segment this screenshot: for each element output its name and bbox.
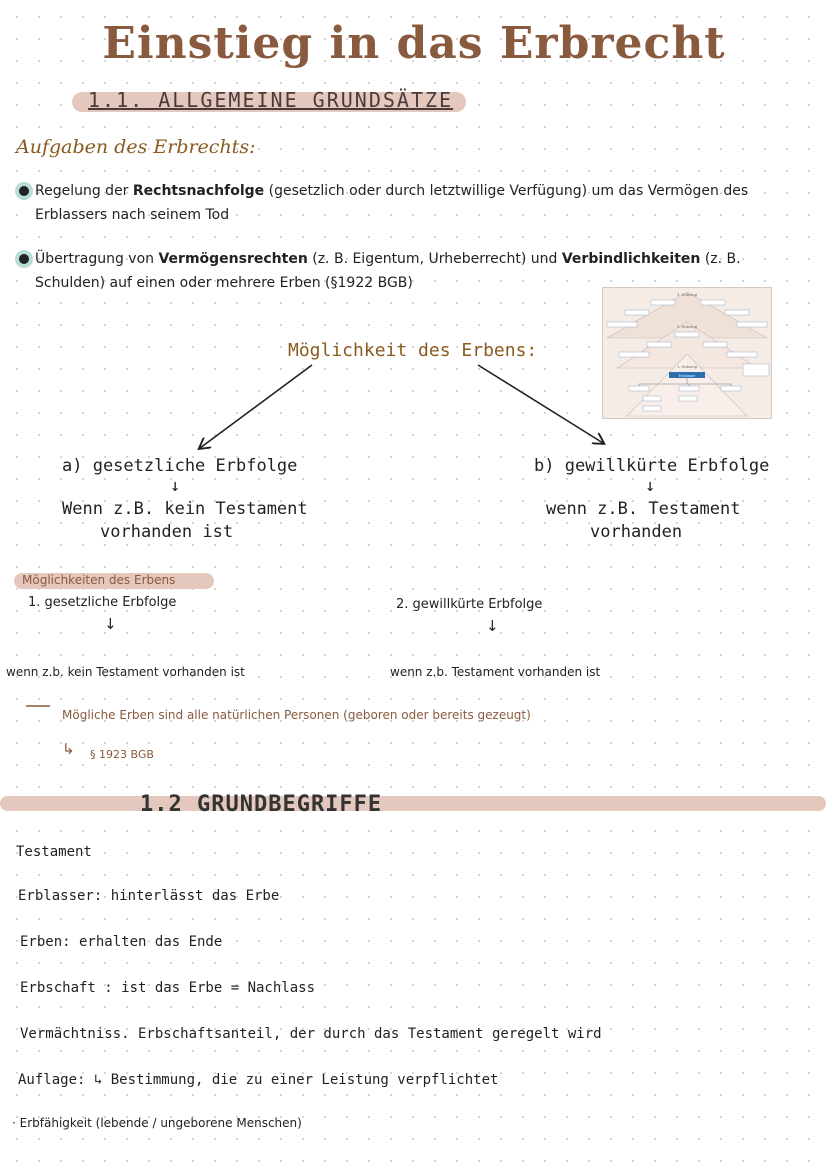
ref-arrow-icon: ↳ (62, 740, 75, 758)
section2-heading: 1.2 GRUNDBEGRIFFE (140, 792, 383, 817)
thumb-label-1: 1. Ordnung (677, 365, 697, 369)
bullet-1-text-b: (gesetzlich oder durch letztwillige Verfügung) um das Vermögen des (264, 183, 749, 199)
term-auflage: Auflage: ↳ Bestimmung, die zu einer Leistung verpflichtet (18, 1072, 499, 1088)
term-erblasser: Erblasser: hinterlässt das Erbe (18, 888, 280, 904)
term-vermaechtnis: Vermächtniss. Erbschaftsanteil, der durch das Testament geregelt wird (20, 1026, 602, 1042)
note-text: Mögliche Erben sind alle natürlichen Personen (geboren oder bereits gezeugt) (62, 708, 531, 722)
term-erbfaehigkeit: · Erbfähigkeit (lebende / ungeborene Menschen) (12, 1116, 302, 1130)
bullet-2-bold-a: Vermögensrechten (158, 251, 308, 267)
recap-left-arrow: ↓ (104, 615, 117, 633)
page-title: Einstieg in das Erbrecht (102, 18, 726, 69)
bullet-2-bold-b: Verbindlichkeiten (561, 251, 701, 267)
bullet-1-bold: Rechtsnachfolge (132, 183, 265, 199)
aufgaben-label: Aufgaben des Erbrechts: (16, 136, 256, 158)
recap-left-text: wenn z.b. kein Testament vorhanden ist (6, 665, 245, 679)
recap-right-title: 2. gewillkürte Erbfolge (396, 597, 543, 612)
branch-right-title: b) gewillkürte Erbfolge (534, 456, 770, 476)
recap-heading: Möglichkeiten des Erbens (22, 573, 176, 587)
branch-right-line2: vorhanden (590, 522, 683, 542)
branch-left-arrow: ↓ (170, 476, 181, 496)
bullet-2-text-b: (z. B. Eigentum, Urheberrecht) und (307, 251, 562, 267)
moeglichkeit-heading: Möglichkeit des Erbens: (288, 340, 538, 361)
section1-heading: 1.1. ALLGEMEINE GRUNDSÄTZE (88, 88, 454, 112)
branch-right-arrow: ↓ (645, 476, 656, 496)
recap-right-text: wenn z.b. Testament vorhanden ist (390, 665, 601, 679)
term-erbschaft: Erbschaft : ist das Erbe = Nachlass (20, 980, 316, 996)
bullet-2-text-c: (z. B. (700, 251, 741, 267)
thumb-label-erblasser: Erblasser (678, 374, 696, 378)
thumb-label-3: 3. Ordnung (677, 293, 697, 297)
section2-highlight (0, 796, 826, 811)
branch-left-line1: Wenn z.B. kein Testament (62, 499, 308, 519)
arrow-right (478, 365, 603, 443)
branch-left-line2: vorhanden ist (100, 522, 234, 542)
branch-left-title: a) gesetzliche Erbfolge (62, 456, 298, 476)
thumb-label-2: 2. Ordnung (677, 325, 697, 329)
bullet-2-text-d: Schulden) auf einen oder mehrere Erben (§1922 BGB) (35, 275, 413, 291)
branch-right-line1: wenn z.B. Testament (546, 499, 741, 519)
term-erben: Erben: erhalten das Ende (20, 934, 223, 950)
arrow-left (200, 365, 312, 448)
bullet-2-text-a: Übertragung von (35, 251, 159, 267)
bullet-1-text-c: Erblassers nach seinem Tod (35, 207, 230, 223)
recap-right-arrow: ↓ (486, 617, 499, 635)
term-testament: Testament (16, 844, 92, 860)
recap-left-title: 1. gesetzliche Erbfolge (28, 595, 177, 610)
bullet-1-text-a: Regelung der (35, 183, 133, 199)
ref-text: § 1923 BGB (90, 748, 154, 761)
